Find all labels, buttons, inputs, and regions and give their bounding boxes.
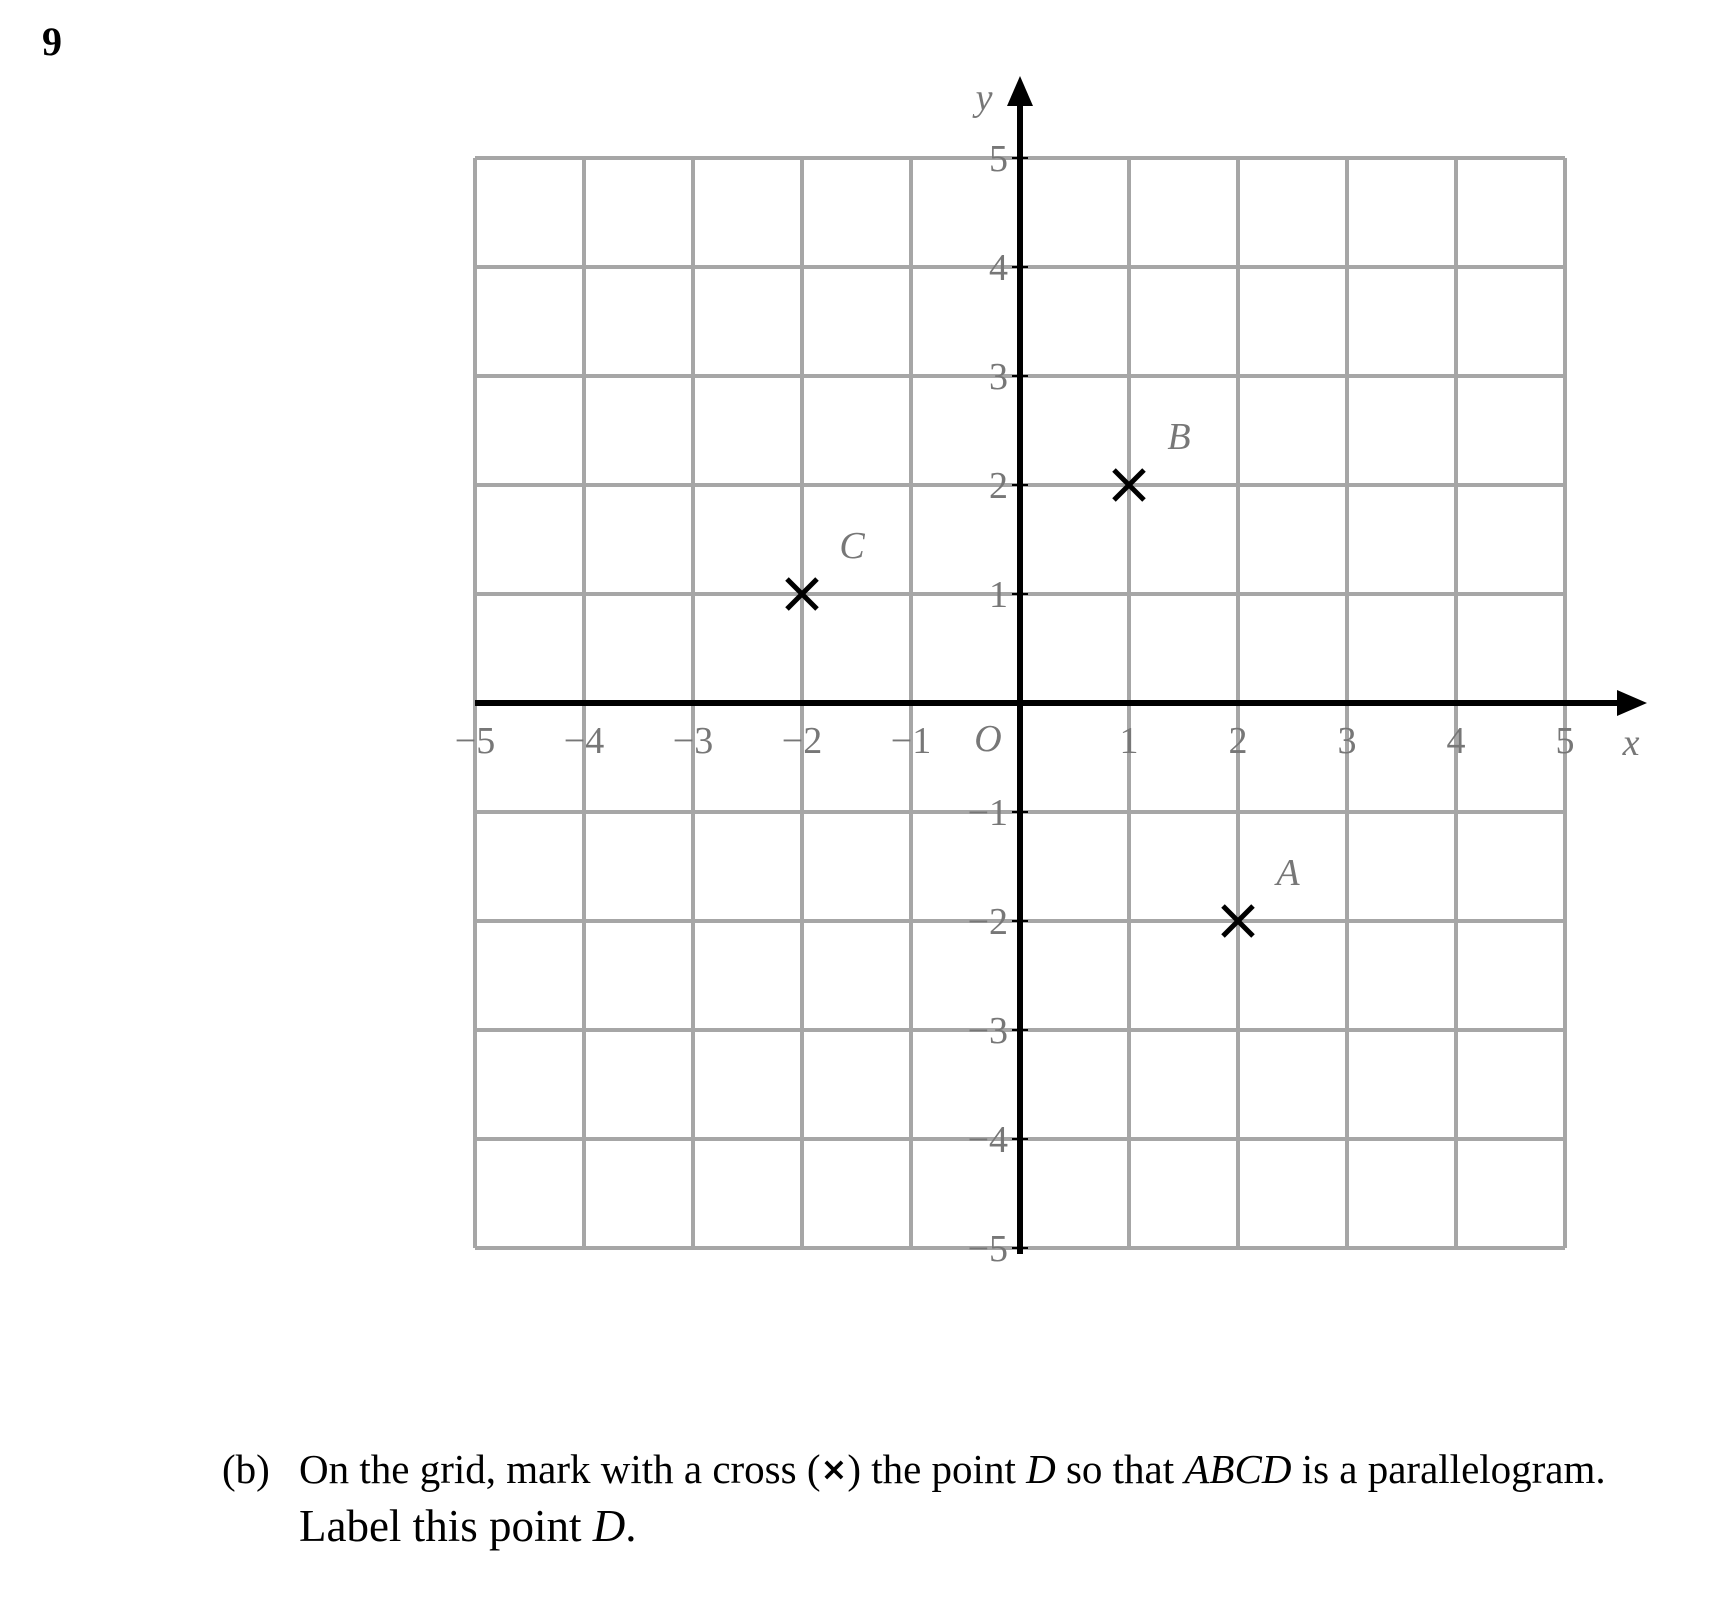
line1-text-3: so that: [1055, 1446, 1185, 1492]
point-a-label: A: [1276, 852, 1300, 894]
y-tick-label: −4: [967, 1119, 1008, 1161]
x-tick-label: 4: [1446, 720, 1466, 762]
y-tick-label: −1: [967, 792, 1008, 834]
y-tick-label: 5: [989, 138, 1008, 180]
y-tick-label: 4: [989, 247, 1008, 289]
point-d-ref: D: [1026, 1446, 1056, 1492]
x-tick-label: 2: [1228, 720, 1248, 762]
tick-labels: [455, 77, 1640, 1270]
cross-symbol: ×: [820, 1450, 848, 1488]
x-tick-label: −4: [563, 720, 605, 762]
y-axis-arrow: [1007, 76, 1033, 106]
line2-text-1: Label this point: [299, 1501, 593, 1551]
origin-label: O: [974, 718, 1002, 760]
x-tick-label: 3: [1337, 720, 1357, 762]
y-tick-label: 3: [989, 356, 1008, 398]
part-text: [299, 1442, 1606, 1553]
y-tick-label: 1: [989, 574, 1008, 616]
x-axis-arrow: [1617, 690, 1647, 716]
line1-text-4: is a parallelogram.: [1291, 1446, 1606, 1492]
instruction-line-1: [299, 1442, 1606, 1499]
x-tick-label: −2: [781, 720, 823, 762]
line1-text-2: ) the point: [847, 1446, 1027, 1492]
x-tick-label: 5: [1555, 720, 1575, 762]
line2-text-2: .: [625, 1501, 637, 1551]
point-c-label: C: [839, 525, 865, 567]
shape-name: ABCD: [1184, 1446, 1292, 1492]
x-tick-label: −3: [672, 720, 714, 762]
x-tick-label: −1: [890, 720, 932, 762]
x-tick-label: −5: [454, 720, 496, 762]
y-axis-label: y: [975, 77, 993, 119]
y-tick-label: 2: [989, 465, 1008, 507]
part-label: (b): [222, 1446, 270, 1492]
x-tick-label: 1: [1119, 720, 1139, 762]
x-axis-label: x: [1622, 722, 1640, 764]
y-tick-label: −2: [967, 901, 1008, 943]
point-b-label: B: [1167, 416, 1191, 458]
y-tick-label: −5: [967, 1228, 1008, 1270]
line1-text-1: On the grid, mark with a cross (: [299, 1446, 821, 1492]
question-number: 9: [42, 19, 62, 64]
y-tick-label: −3: [967, 1010, 1008, 1052]
instruction-line-2: [299, 1499, 1606, 1553]
plotted-points: [787, 416, 1300, 936]
axes: [475, 76, 1647, 1254]
point-d-label-ref: D: [592, 1501, 626, 1551]
